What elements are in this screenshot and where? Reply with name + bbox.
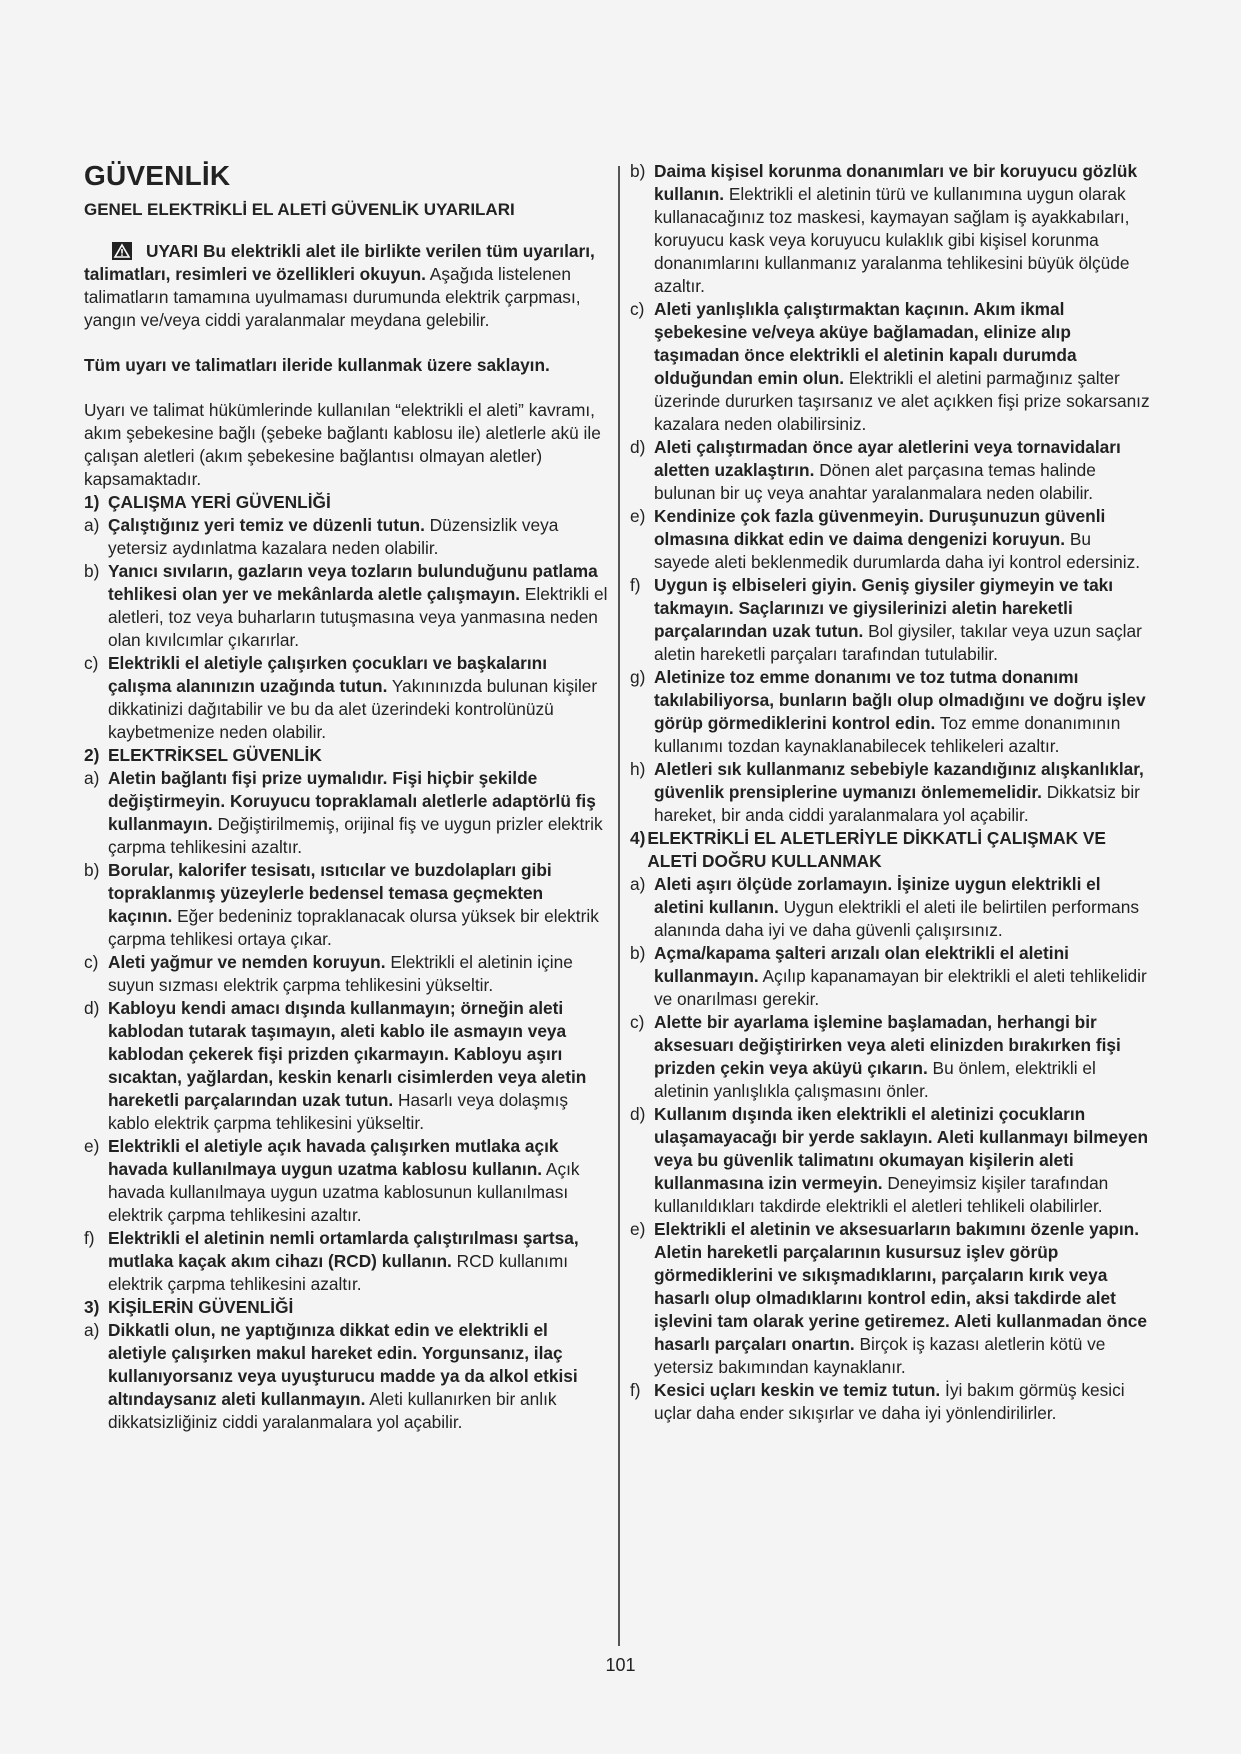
list-item bbox=[84, 1227, 610, 1296]
list-item-body bbox=[108, 859, 610, 951]
list-item-bold: Aletleri sık kullanmanız sebebiyle kazandığınız alışkanlıklar, güvenlik prensiplerine uymanızı önlememelidir. bbox=[654, 759, 1144, 802]
list-item-bold: Açma/kapama şalteri arızalı olan elektrikli el aletini kullanmayın. bbox=[654, 943, 1069, 986]
list-item-text: Bu sayede aleti beklenmedik durumlarda daha iyi kontrol edersiniz. bbox=[654, 529, 1141, 572]
list-item-bold: Aleti aşırı ölçüde zorlamayın. İşinize uygun elektrikli el aletini kullanın. bbox=[654, 874, 1101, 917]
list-item-bold: Elektrikli el aletinin nemli ortamlarda çalıştırılması şartsa, mutlaka kaçak akım cihazı (RCD) kullanın. bbox=[108, 1228, 579, 1271]
list-item bbox=[630, 505, 1150, 574]
list-item-bold: Uygun iş elbiseleri giyin. Geniş giysiler giymeyin ve takı takmayın. Saçlarınızı ve giysilerinizi aletin hareketli parçalarından uzak tutun. bbox=[654, 575, 1114, 641]
list-item-label: b) bbox=[84, 860, 100, 880]
list-item-body bbox=[108, 560, 610, 652]
list-item-text: Dönen alet parçasına temas halinde bulunan bir uç veya anahtar yaralanmalara neden olabilir. bbox=[654, 460, 1096, 503]
list-item-text: Değiştirilmemiş, orijinal fiş ve uygun prizler elektrik çarpma tehlikesini azaltır. bbox=[108, 814, 603, 857]
list-item-text: Toz emme donanımının kullanımı tozdan kaynaklanabilecek tehlikeleri azaltır. bbox=[654, 713, 1121, 756]
list-item-label: d) bbox=[630, 1104, 646, 1124]
list-item-body bbox=[654, 505, 1150, 574]
left-column bbox=[84, 160, 610, 1434]
list-item-label: e) bbox=[84, 1136, 100, 1156]
list-item bbox=[84, 767, 610, 859]
list-item bbox=[630, 298, 1150, 436]
list-item-body bbox=[654, 873, 1150, 942]
list-item-body bbox=[654, 758, 1150, 827]
list-item-label: f) bbox=[630, 1380, 641, 1400]
list-item-body bbox=[654, 436, 1150, 505]
list-item-label: d) bbox=[630, 437, 646, 457]
list-item-text: Açık havada kullanılmaya uygun uzatma kablosunun kullanılması elektrik çarpma tehlikesini azaltır. bbox=[108, 1159, 580, 1225]
list-item-label: c) bbox=[84, 653, 99, 673]
warning-paragraph bbox=[84, 240, 610, 332]
section-3-heading: 3) KİŞİLERİN GÜVENLİĞİ bbox=[84, 1297, 294, 1317]
list-item-label: a) bbox=[630, 874, 646, 894]
right-column bbox=[630, 160, 1150, 1425]
list-item-bold: Yanıcı sıvıların, gazların veya tozların bulunduğunu patlama tehlikesi olan yer ve mekânlarda aletle çalışmayın. bbox=[108, 561, 598, 604]
list-item-label: a) bbox=[84, 768, 100, 788]
warning-triangle-icon bbox=[112, 242, 132, 260]
list-item-label: f) bbox=[84, 1228, 95, 1248]
section-2-heading: 2) ELEKTRİKSEL GÜVENLİK bbox=[84, 745, 322, 765]
list-item bbox=[84, 951, 610, 997]
list-item-text: Birçok iş kazası aletlerin kötü ve yetersiz bakımından kaynaklanır. bbox=[654, 1334, 1106, 1377]
keep-instructions-text: Tüm uyarı ve talimatları ileride kullanmak üzere saklayın. bbox=[84, 355, 550, 375]
list-item bbox=[630, 758, 1150, 827]
list-item-label: c) bbox=[630, 1012, 645, 1032]
list-item-body bbox=[108, 1227, 610, 1296]
list-item bbox=[630, 1379, 1150, 1425]
list-item-bold: Kabloyu kendi amacı dışında kullanmayın; örneğin aleti kablodan tutarak taşımayın, aleti kablo ile asmayın veya kablodan çekerek fişi prizden çıkarmayın. Kabloyu aşırı sıcaktan, yağlardan, keskin kenarlı cisimlerden veya aletin hareketli parçalarından uzak tutun. bbox=[108, 998, 587, 1110]
list-item-text: Aleti kullanırken bir anlık dikkatsizliğiniz ciddi yaralanmalara yol açabilir. bbox=[108, 1389, 557, 1432]
page-title: GÜVENLİK bbox=[84, 160, 231, 191]
section-3-list-right bbox=[630, 160, 1150, 827]
list-item-body bbox=[108, 951, 610, 997]
page-number: 101 bbox=[605, 1655, 636, 1675]
list-item-text: Elektrikli el aletinin içine suyun sızması elektrik çarpma tehlikesini yükseltir. bbox=[108, 952, 573, 995]
list-item-body bbox=[654, 1379, 1150, 1425]
list-item-bold: Elektrikli el aletiyle açık havada çalışırken mutlaka açık havada kullanılmaya uygun uzatma kablosu kullanın. bbox=[108, 1136, 559, 1179]
list-item-label: c) bbox=[84, 952, 99, 972]
list-item-body bbox=[654, 1103, 1150, 1218]
list-item-text: Elektrikli el aletleri, toz veya buharların tutuşmasına veya yanmasına neden olan kıvılcımlar çıkarırlar. bbox=[108, 584, 608, 650]
list-item-body bbox=[108, 514, 610, 560]
list-item-text: Açılıp kapanamayan bir elektrikli el aleti tehlikelidir ve onarılması gerekir. bbox=[654, 966, 1147, 1009]
list-item-text: Hasarlı veya dolaşmış kablo elektrik çarpma tehlikesini yükseltir. bbox=[108, 1090, 569, 1133]
list-item-text: Eğer bedeniniz topraklanacak olursa yüksek bir elektrik çarpma tehlikesi ortaya çıkar. bbox=[108, 906, 599, 949]
list-item bbox=[630, 1218, 1150, 1379]
list-item-bold: Aleti yanlışlıkla çalıştırmaktan kaçının. Akım ikmal şebekesine ve/veya aküye bağlamadan, elinize alıp taşımadan önce elektrikli el aletinin kapalı durumda olduğundan emin olun. bbox=[654, 299, 1077, 388]
list-item-label: c) bbox=[630, 299, 645, 319]
list-item-body bbox=[654, 160, 1150, 298]
list-item-label: e) bbox=[630, 506, 646, 526]
list-item-body bbox=[654, 574, 1150, 666]
list-item bbox=[630, 436, 1150, 505]
list-item-label: b) bbox=[630, 943, 646, 963]
list-item-label: a) bbox=[84, 515, 100, 535]
section-3-list-left bbox=[84, 1319, 610, 1434]
page-subtitle: GENEL ELEKTRİKLİ EL ALETİ GÜVENLİK UYARILARI bbox=[84, 200, 515, 219]
list-item-text: Deneyimsiz kişiler tarafından kullanıldıkları takdirde elektrikli el aletleri tehlikeli olabilirler. bbox=[654, 1173, 1109, 1216]
list-item-body bbox=[654, 666, 1150, 758]
list-item-bold: Elektrikli el aletinin ve aksesuarların bakımını özenle yapın. Aletin hareketli parçalarının kusursuz işlev görüp görmediklerini ve sıkışmadıklarını, parçaların kırık veya hasarlı olup olmadıklarını kontrol edin, aksi takdirde alet işlevini tam olarak yerine getiremez. Aleti kullanmadan önce hasarlı parçaları onartın. bbox=[654, 1219, 1148, 1354]
list-item-body bbox=[654, 942, 1150, 1011]
list-item-bold: Dikkatli olun, ne yaptığınıza dikkat edin ve elektrikli el aletiyle çalışırken makul hareket edin. Yorgunsanız, ilaç kullanıyorsanız veya uyuşturucu madde ya da alkol etkisi altındaysanız aleti kullanmayın. bbox=[108, 1320, 578, 1409]
section-4-list bbox=[630, 873, 1150, 1425]
list-item-text: RCD kullanımı elektrik çarpma tehlikesini azaltır. bbox=[108, 1251, 569, 1294]
list-item-label: h) bbox=[630, 759, 646, 779]
list-item-bold: Kesici uçları keskin ve temiz tutun. bbox=[654, 1380, 941, 1400]
list-item-text: Elektrikli el aletini parmağınız şalter üzerinde dururken taşırsanız ve alet açıkken fişi prize sokarsanız kazalara neden olabilirsiniz. bbox=[654, 368, 1150, 434]
list-item-bold: Çalıştığınız yeri temiz ve düzenli tutun. bbox=[108, 515, 425, 535]
list-item-bold: Aletin bağlantı fişi prize uymalıdır. Fişi hiçbir şekilde değiştirmeyin. Koruyucu topraklamalı aletlerle adaptörlü fiş kullanmayın. bbox=[108, 768, 596, 834]
section-1-list bbox=[84, 514, 610, 744]
list-item bbox=[630, 160, 1150, 298]
list-item-bold: Aletinize toz emme donanımı ve toz tutma donanımı takılabiliyorsa, bunların bağlı olup olmadığını ve doğru işlev görüp görmediklerini kontrol edin. bbox=[654, 667, 1146, 733]
list-item-text: Uygun elektrikli el aleti ile belirtilen performans alanında daha iyi ve daha güvenli çalışırsınız. bbox=[654, 897, 1140, 940]
list-item-text: Bol giysiler, takılar veya uzun saçlar aletin hareketli parçaları tarafından tutulabilir. bbox=[654, 621, 1142, 664]
list-item-label: d) bbox=[84, 998, 100, 1018]
list-item-label: f) bbox=[630, 575, 641, 595]
list-item-body bbox=[108, 997, 610, 1135]
list-item-bold: Daima kişisel korunma donanımları ve bir koruyucu gözlük kullanın. bbox=[654, 161, 1138, 204]
list-item bbox=[84, 560, 610, 652]
list-item bbox=[630, 1011, 1150, 1103]
list-item bbox=[630, 574, 1150, 666]
list-item-bold: Aleti çalıştırmadan önce ayar aletlerini veya tornavidaları aletten uzaklaştırın. bbox=[654, 437, 1121, 480]
list-item-bold: Aleti yağmur ve nemden koruyun. bbox=[108, 952, 386, 972]
list-item-text: Yakınınızda bulunan kişiler dikkatinizi dağıtabilir ve bu da alet üzerindeki kontrolünüzü kaybetmenize neden olabilir. bbox=[108, 676, 598, 742]
warning-normal-text: Aşağıda listelenen talimatların tamamına uyulmaması durumunda elektrik çarpması, yangın ve/veya ciddi yaralanmalar meydana gelebilir. bbox=[84, 264, 581, 330]
list-item-label: a) bbox=[84, 1320, 100, 1340]
list-item-body bbox=[108, 1319, 610, 1434]
list-item-label: g) bbox=[630, 667, 646, 687]
section-4-heading: 4) ELEKTRİKLİ EL ALETLERİYLE DİKKATLİ ÇALIŞMAK VE ALETİ DOĞRU KULLANMAK bbox=[630, 828, 1106, 871]
list-item-bold: Kullanım dışında iken elektrikli el aletinizi çocukların ulaşamayacağı bir yerde saklayın. Aleti kullanmayı bilmeyen veya bu güvenlik talimatını okumayan kişilerin aleti kullanmasına izin vermeyin. bbox=[654, 1104, 1149, 1193]
list-item-body bbox=[108, 1135, 610, 1227]
definition-text: Uyarı ve talimat hükümlerinde kullanılan “elektrikli el aleti” kavramı, akım şebekesine bağlı (şebeke bağlantı kablosu ile) aletlerle akü ile çalışan aletleri (akım şebekesine bağlantısı olmayan aletler) kapsamaktadır. bbox=[84, 400, 601, 489]
list-item bbox=[630, 873, 1150, 942]
list-item bbox=[630, 1103, 1150, 1218]
list-item-bold: Elektrikli el aletiyle çalışırken çocukları ve başkalarını çalışma alanınızın uzağında tutun. bbox=[108, 653, 548, 696]
list-item bbox=[84, 514, 610, 560]
list-item-text: Dikkatsiz bir hareket, bir anda ciddi yaralanmalara yol açabilir. bbox=[654, 782, 1140, 825]
list-item-text: Bu önlem, elektrikli el aletinin yanlışlıkla çalışmasını önler. bbox=[654, 1058, 1096, 1101]
list-item bbox=[84, 652, 610, 744]
list-item bbox=[84, 859, 610, 951]
section-1-heading: 1) ÇALIŞMA YERİ GÜVENLİĞİ bbox=[84, 492, 331, 512]
list-item-body bbox=[108, 652, 610, 744]
list-item-bold: Alette bir ayarlama işlemine başlamadan, herhangi bir aksesuarı değiştirirken veya aleti elinizden bırakırken fişi prizden çekin veya aküyü çıkarın. bbox=[654, 1012, 1121, 1078]
list-item bbox=[84, 997, 610, 1135]
list-item-body bbox=[654, 298, 1150, 436]
list-item-text: İyi bakım görmüş kesici uçlar daha ender sıkışırlar ve daha iyi yönlendirilirler. bbox=[654, 1380, 1125, 1423]
list-item-label: b) bbox=[84, 561, 100, 581]
section-2-list bbox=[84, 767, 610, 1296]
list-item bbox=[630, 666, 1150, 758]
list-item-bold: Borular, kalorifer tesisatı, ısıtıcılar ve buzdolapları gibi topraklanmış yüzeylerle bedensel temasa geçmekten kaçının. bbox=[108, 860, 552, 926]
list-item bbox=[84, 1319, 610, 1434]
list-item-label: b) bbox=[630, 161, 646, 181]
list-item-body bbox=[654, 1011, 1150, 1103]
list-item bbox=[84, 1135, 610, 1227]
list-item-body bbox=[108, 767, 610, 859]
list-item-text: Elektrikli el aletinin türü ve kullanımına uygun olarak kullanacağınız toz maskesi, kaymayan sağlam iş ayakkabıları, koruyucu kask veya koruyucu kulaklık gibi kişisel korunma donanımlarını kullanmanız yaralanma tehlikesini büyük ölçüde azaltır. bbox=[654, 184, 1130, 296]
column-divider bbox=[618, 166, 620, 1646]
list-item bbox=[630, 942, 1150, 1011]
list-item-bold: Kendinize çok fazla güvenmeyin. Duruşunuzun güvenli olmasına dikkat edin ve daima dengenizi koruyun. bbox=[654, 506, 1106, 549]
warning-bold-text: UYARI Bu elektrikli alet ile birlikte verilen tüm uyarıları, talimatları, resimleri ve özellikleri okuyun. bbox=[84, 241, 595, 284]
list-item-label: e) bbox=[630, 1219, 646, 1239]
list-item-body bbox=[654, 1218, 1150, 1379]
list-item-text: Düzensizlik veya yetersiz aydınlatma kazalara neden olabilir. bbox=[108, 515, 559, 558]
